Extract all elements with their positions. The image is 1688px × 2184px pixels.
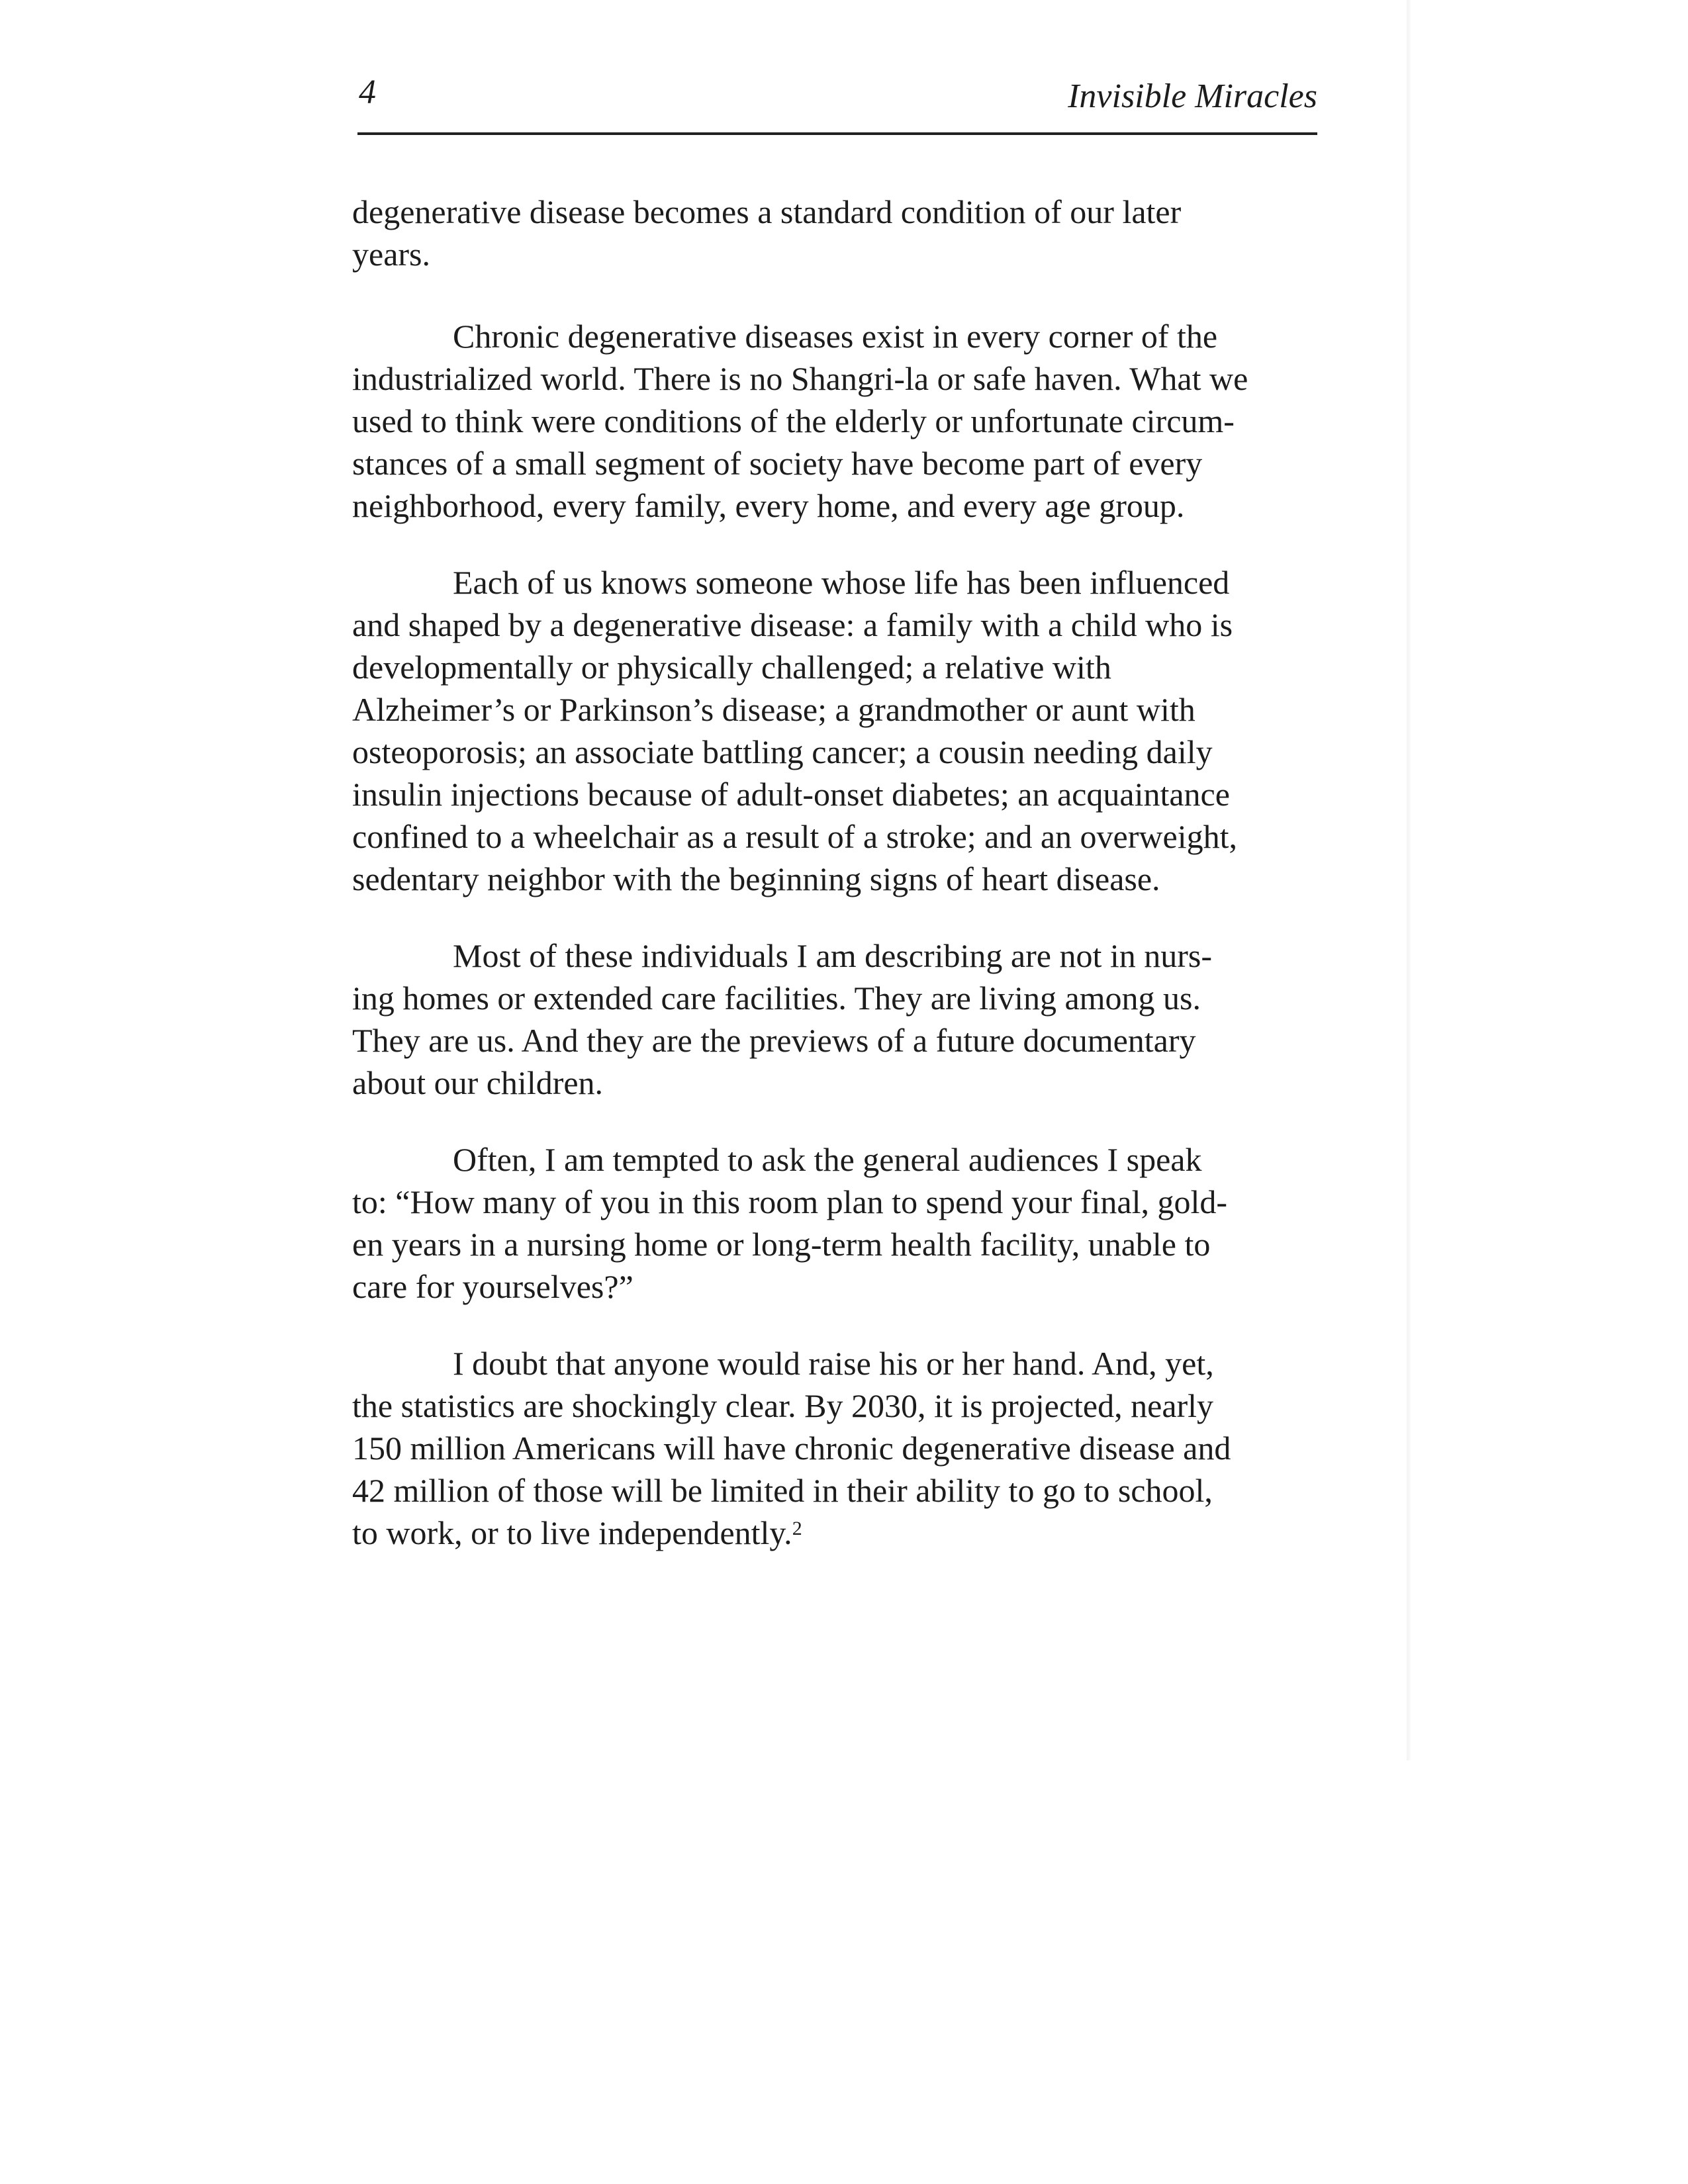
text-line: ing homes or extended care facilities. They are living among us. xyxy=(352,979,1201,1017)
text-line: used to think were conditions of the elderly or unfortunate circum- xyxy=(352,402,1235,439)
paragraph xyxy=(352,1138,1319,1308)
text-line: Alzheimer’s or Parkinson’s disease; a grandmother or aunt with xyxy=(352,691,1196,728)
text-line: 42 million of those will be limited in their ability to go to school, xyxy=(352,1472,1213,1509)
text-line: 150 million Americans will have chronic degenerative disease and xyxy=(352,1430,1231,1467)
text-line-with-footnote xyxy=(352,1512,1319,1554)
text-line: and shaped by a degenerative disease: a family with a child who is xyxy=(352,606,1233,643)
text-line: They are us. And they are the previews of a future documentary xyxy=(352,1022,1196,1059)
page-number: 4 xyxy=(359,73,376,111)
paragraph xyxy=(352,1342,1319,1554)
paragraph xyxy=(352,315,1319,527)
text-line: I doubt that anyone would raise his or her hand. And, yet, xyxy=(453,1345,1214,1382)
text-line: industrialized world. There is no Shangri-la or safe haven. What we xyxy=(352,360,1248,397)
running-head xyxy=(357,66,1317,135)
text-line: Each of us knows someone whose life has been influenced xyxy=(453,564,1230,601)
text-line: osteoporosis; an associate battling cancer; a cousin needing daily xyxy=(352,733,1213,770)
text-line: about our children. xyxy=(352,1064,604,1101)
body-text xyxy=(352,191,1319,1554)
text-line: Most of these individuals I am describing are not in nurs- xyxy=(453,937,1212,974)
text-line: to work, or to live independently. xyxy=(352,1514,792,1551)
running-title: Invisible Miracles xyxy=(1068,77,1317,115)
text-line: degenerative disease becomes a standard condition of our later xyxy=(352,193,1182,230)
text-line: insulin injections because of adult-onset diabetes; an acquaintance xyxy=(352,776,1230,813)
paragraph xyxy=(352,934,1319,1104)
text-line: neighborhood, every family, every home, and every age group. xyxy=(352,487,1185,524)
page-edge-shadow xyxy=(1407,0,1411,1760)
text-line: developmentally or physically challenged; a relative with xyxy=(352,649,1111,686)
text-line: the statistics are shockingly clear. By 2030, it is projected, nearly xyxy=(352,1387,1214,1424)
text-line: confined to a wheelchair as a result of a stroke; and an overweight, xyxy=(352,818,1237,855)
text-line: stances of a small segment of society have become part of every xyxy=(352,445,1203,482)
text-line: Often, I am tempted to ask the general audiences I speak xyxy=(453,1141,1202,1178)
footnote-reference[interactable]: 2 xyxy=(792,1518,802,1539)
text-line: to: “How many of you in this room plan to spend your final, gold- xyxy=(352,1183,1228,1220)
paragraph-continuation xyxy=(352,191,1319,275)
paragraph xyxy=(352,561,1319,900)
text-line: sedentary neighbor with the beginning signs of heart disease. xyxy=(352,860,1160,897)
text-line: care for yourselves?” xyxy=(352,1268,633,1305)
text-line: years. xyxy=(352,236,430,273)
text-line: Chronic degenerative diseases exist in every corner of the xyxy=(453,318,1218,355)
text-line: en years in a nursing home or long-term health facility, unable to xyxy=(352,1226,1211,1263)
